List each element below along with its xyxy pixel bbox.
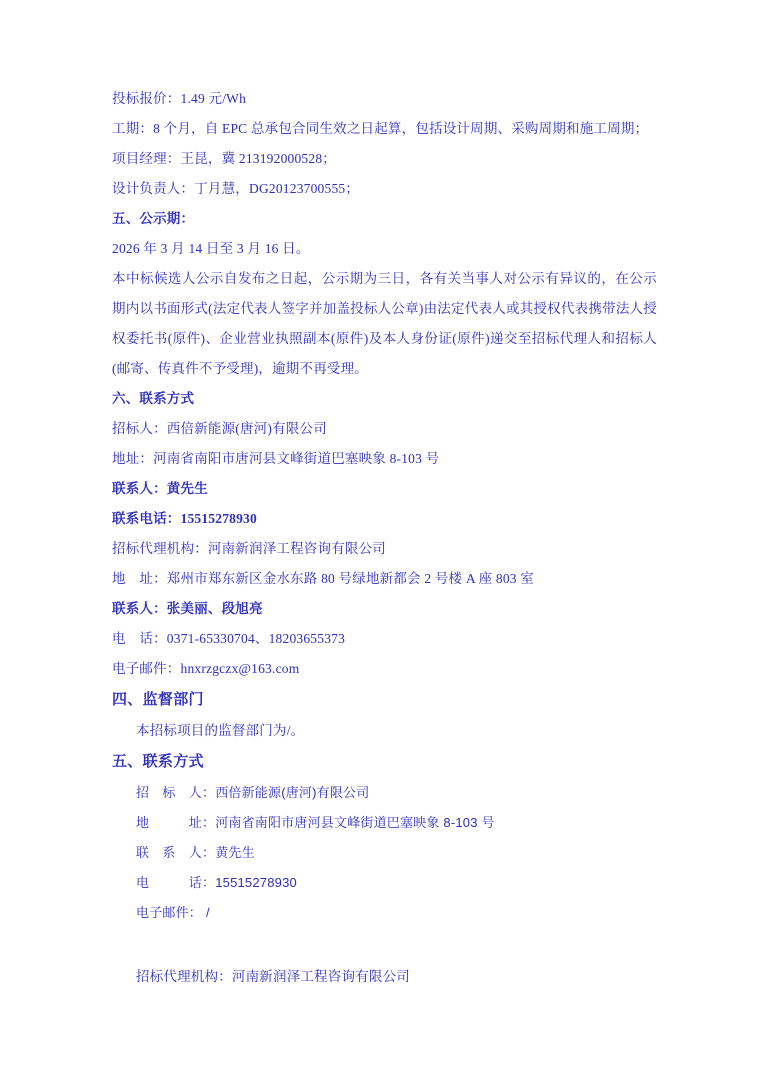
contact-label-phone: 电 话： <box>136 875 216 890</box>
public-notice-paragraph: 本中标候选人公示自发布之日起，公示期为三日，各有关当事人对公示有异议的，在公示期内以书面形式(法定代表人签字并加盖投标人公章)由法定代表人或其授权代表携带法人授权委托书(原件)、企业营业执照副本(原件)及本人身份证(原件)递交至招标代理人和招标人(邮寄、传真件不予受理)，逾期不再受理。 <box>112 271 657 376</box>
contact-value-person: 黄先生 <box>215 845 255 860</box>
public-period-dates: 2026 年 3 月 14 日至 3 月 16 日。 <box>112 241 310 256</box>
contact-row-person <box>112 838 657 868</box>
tenderer-phone-line: 联系电话：15515278930 <box>112 511 257 526</box>
spacer <box>112 928 657 962</box>
contact-label-person: 联 系 人： <box>136 845 216 860</box>
tenderer-line: 招标人：西倍新能源(唐河)有限公司 <box>112 421 327 436</box>
section-five-heading: 五、联系方式 <box>112 753 204 770</box>
bid-price-line: 投标报价：1.49 元/Wh <box>112 91 247 106</box>
agency-contact-person-line: 联系人：张美丽、段旭亮 <box>112 601 263 616</box>
contacts-second-block <box>112 778 657 928</box>
agency-address-line: 地 址：郑州市郑东新区金水东路 80 号绿地新都会 2 号楼 A 座 803 室 <box>112 571 535 586</box>
contact-label-tenderer: 招 标 人： <box>136 785 216 800</box>
design-lead-line: 设计负责人：丁月慧，DG20123700555； <box>112 181 360 196</box>
contact-value-address: 河南省南阳市唐河县文峰街道巴塞映象 8-103 号 <box>215 815 495 830</box>
document-body <box>112 84 657 992</box>
contact-value-email: / <box>206 905 210 920</box>
contact-value-tenderer: 西倍新能源(唐河)有限公司 <box>215 785 370 800</box>
construction-period-line: 工期：8 个月，自 EPC 总承包合同生效之日起算，包括设计周期、采购周期和施工周期； <box>112 121 649 136</box>
project-manager-line: 项目经理：王昆，冀 213192000528； <box>112 151 336 166</box>
contact-row-address <box>112 808 657 838</box>
section-four-body: 本招标项目的监督部门为/。 <box>136 723 305 738</box>
section-six-contact-title: 六、联系方式 <box>112 391 195 406</box>
section-five-public-period-title: 五、公示期： <box>112 211 195 226</box>
agency-email-line: 电子邮件：hnxrzgczx@163.com <box>112 661 300 676</box>
agency-name-line: 招标代理机构：河南新润泽工程咨询有限公司 <box>112 541 386 556</box>
section-four-heading: 四、监督部门 <box>112 691 204 708</box>
contact-label-email: 电子邮件： <box>136 905 203 920</box>
contact-label-address: 地 址： <box>136 815 216 830</box>
contact-row-tenderer <box>112 778 657 808</box>
agency-footer-line: 招标代理机构：河南新润泽工程咨询有限公司 <box>136 969 410 984</box>
tenderer-address-line: 地址：河南省南阳市唐河县文峰街道巴塞映象 8-103 号 <box>112 451 440 466</box>
agency-phone-line: 电 话：0371-65330704、18203655373 <box>112 631 346 646</box>
tenderer-contact-person-line: 联系人：黄先生 <box>112 481 208 496</box>
contact-row-email <box>112 898 657 928</box>
contact-value-phone: 15515278930 <box>215 875 297 890</box>
contact-row-phone <box>112 868 657 898</box>
